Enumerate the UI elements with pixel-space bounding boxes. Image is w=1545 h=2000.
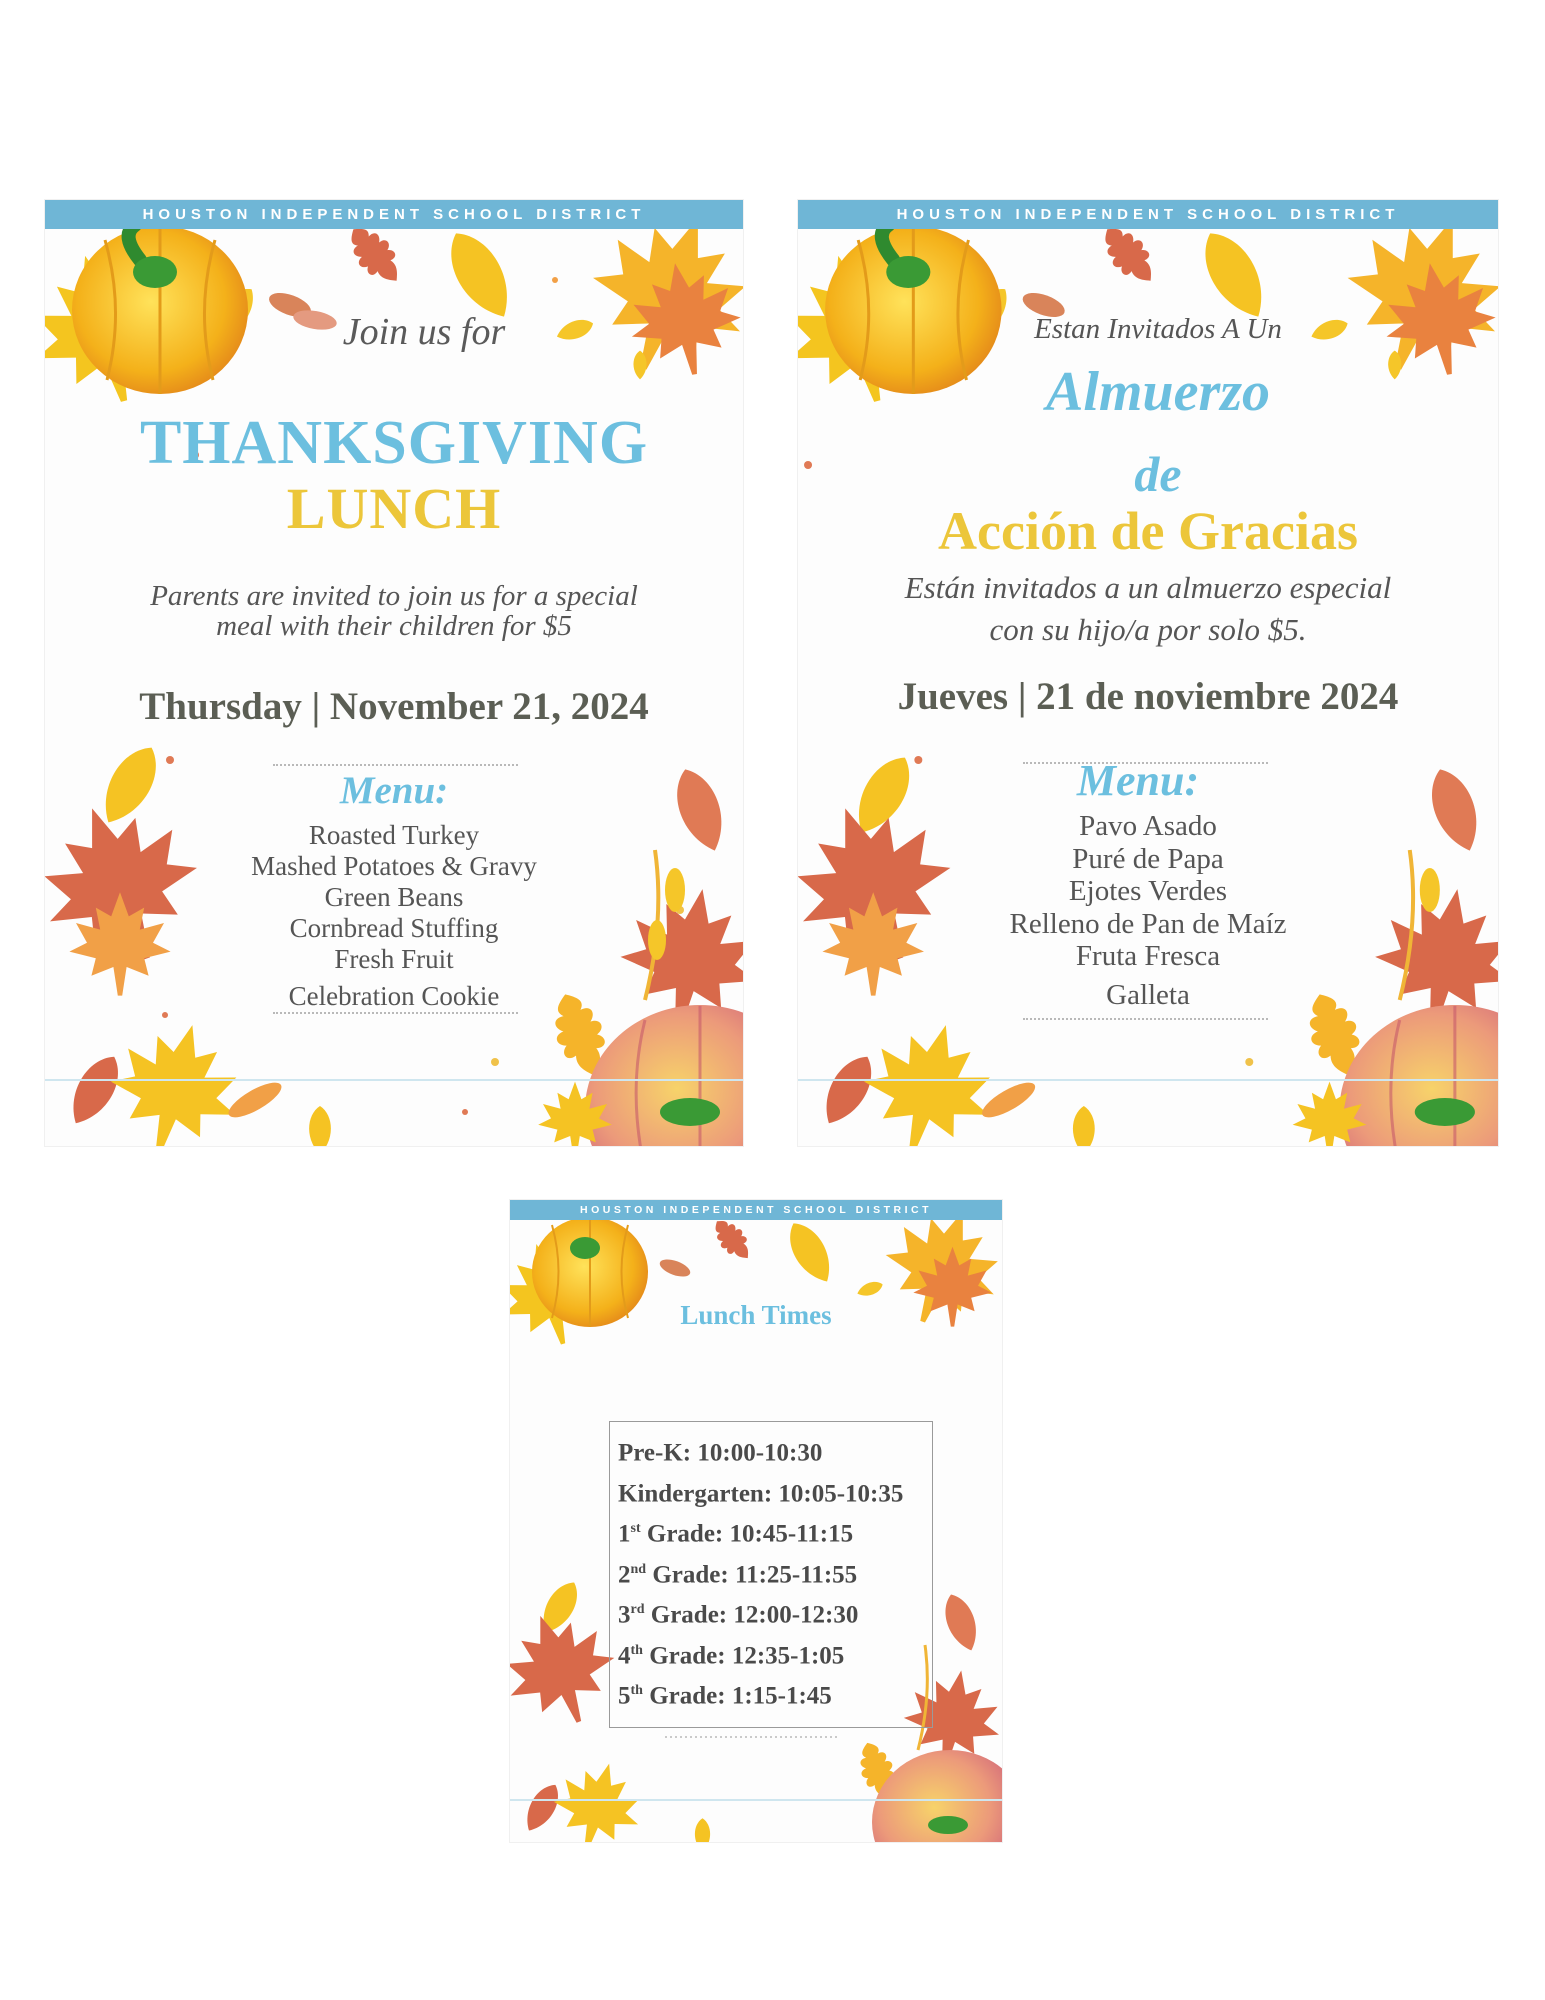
- event-title: Almuerzo: [1045, 361, 1271, 423]
- divider: [273, 1012, 518, 1014]
- divider: [1023, 1018, 1268, 1020]
- description-line-1: Están invitados a un almuerzo especial: [904, 570, 1392, 605]
- lunch-time-row: 4th Grade: 12:35-1:05: [618, 1641, 845, 1669]
- divider: [273, 764, 518, 766]
- menu-item: Ejotes Verdes: [1068, 875, 1228, 907]
- description-line-2: con su hijo/a por solo $5.: [989, 612, 1307, 647]
- spanish-flyer: [798, 200, 1498, 1146]
- lunch-time-row: 1st Grade: 10:45-11:15: [618, 1520, 854, 1548]
- intro-text: Join us for: [342, 311, 506, 353]
- menu-item: Cornbread Stuffing: [289, 913, 499, 943]
- intro-text: Estan Invitados A Un: [1034, 313, 1282, 345]
- lunch-time-row: 3rd Grade: 12:00-12:30: [618, 1601, 859, 1629]
- lunch-time-row: 5th Grade: 1:15-1:45: [618, 1682, 832, 1710]
- lunch-times-heading: Lunch Times: [680, 1300, 832, 1330]
- menu-item: Pavo Asado: [1079, 810, 1217, 842]
- menu-item: Roasted Turkey: [308, 820, 480, 850]
- event-title: THANKSGIVING: [139, 409, 649, 477]
- menu-item: Fresh Fruit: [334, 944, 454, 974]
- menu-list: [45, 820, 743, 1012]
- menu-list: [798, 810, 1498, 1011]
- menu-item: Green Beans: [324, 882, 464, 912]
- description-line-1: Parents are invited to join us for a special: [150, 580, 638, 612]
- event-date: Jueves | 21 de noviembre 2024: [897, 675, 1399, 718]
- menu-item: Puré de Papa: [1072, 842, 1224, 875]
- english-flyer: [45, 200, 743, 1146]
- event-title-accion: Acción de Gracias: [938, 501, 1358, 561]
- menu-item: Mashed Potatoes & Gravy: [251, 851, 537, 881]
- event-date: Thursday | November 21, 2024: [139, 685, 649, 728]
- district-banner: HOUSTON INDEPENDENT SCHOOL DISTRICT: [510, 1200, 1002, 1220]
- menu-item: Relleno de Pan de Maíz: [1009, 907, 1287, 940]
- description-line-2: meal with their children for $5: [216, 610, 572, 642]
- menu-heading: Menu:: [339, 769, 449, 812]
- district-banner: HOUSTON INDEPENDENT SCHOOL DISTRICT: [798, 200, 1498, 229]
- menu-item: Galleta: [1106, 978, 1190, 1011]
- event-title-de: de: [1134, 446, 1182, 502]
- lunch-time-row: Kindergarten: 10:05-10:35: [618, 1479, 904, 1507]
- lunch-time-row: 2nd Grade: 11:25-11:55: [618, 1560, 858, 1588]
- lunch-times-flyer: [510, 1200, 1002, 1842]
- lunch-time-row: Pre-K: 10:00-10:30: [618, 1439, 823, 1467]
- menu-item: Celebration Cookie: [288, 981, 500, 1011]
- menu-item: Fruta Fresca: [1075, 940, 1221, 972]
- menu-heading: Menu:: [1076, 756, 1200, 805]
- district-banner: HOUSTON INDEPENDENT SCHOOL DISTRICT: [45, 200, 743, 229]
- event-title-lunch: LUNCH: [286, 476, 502, 541]
- lunch-times-table: [609, 1421, 933, 1728]
